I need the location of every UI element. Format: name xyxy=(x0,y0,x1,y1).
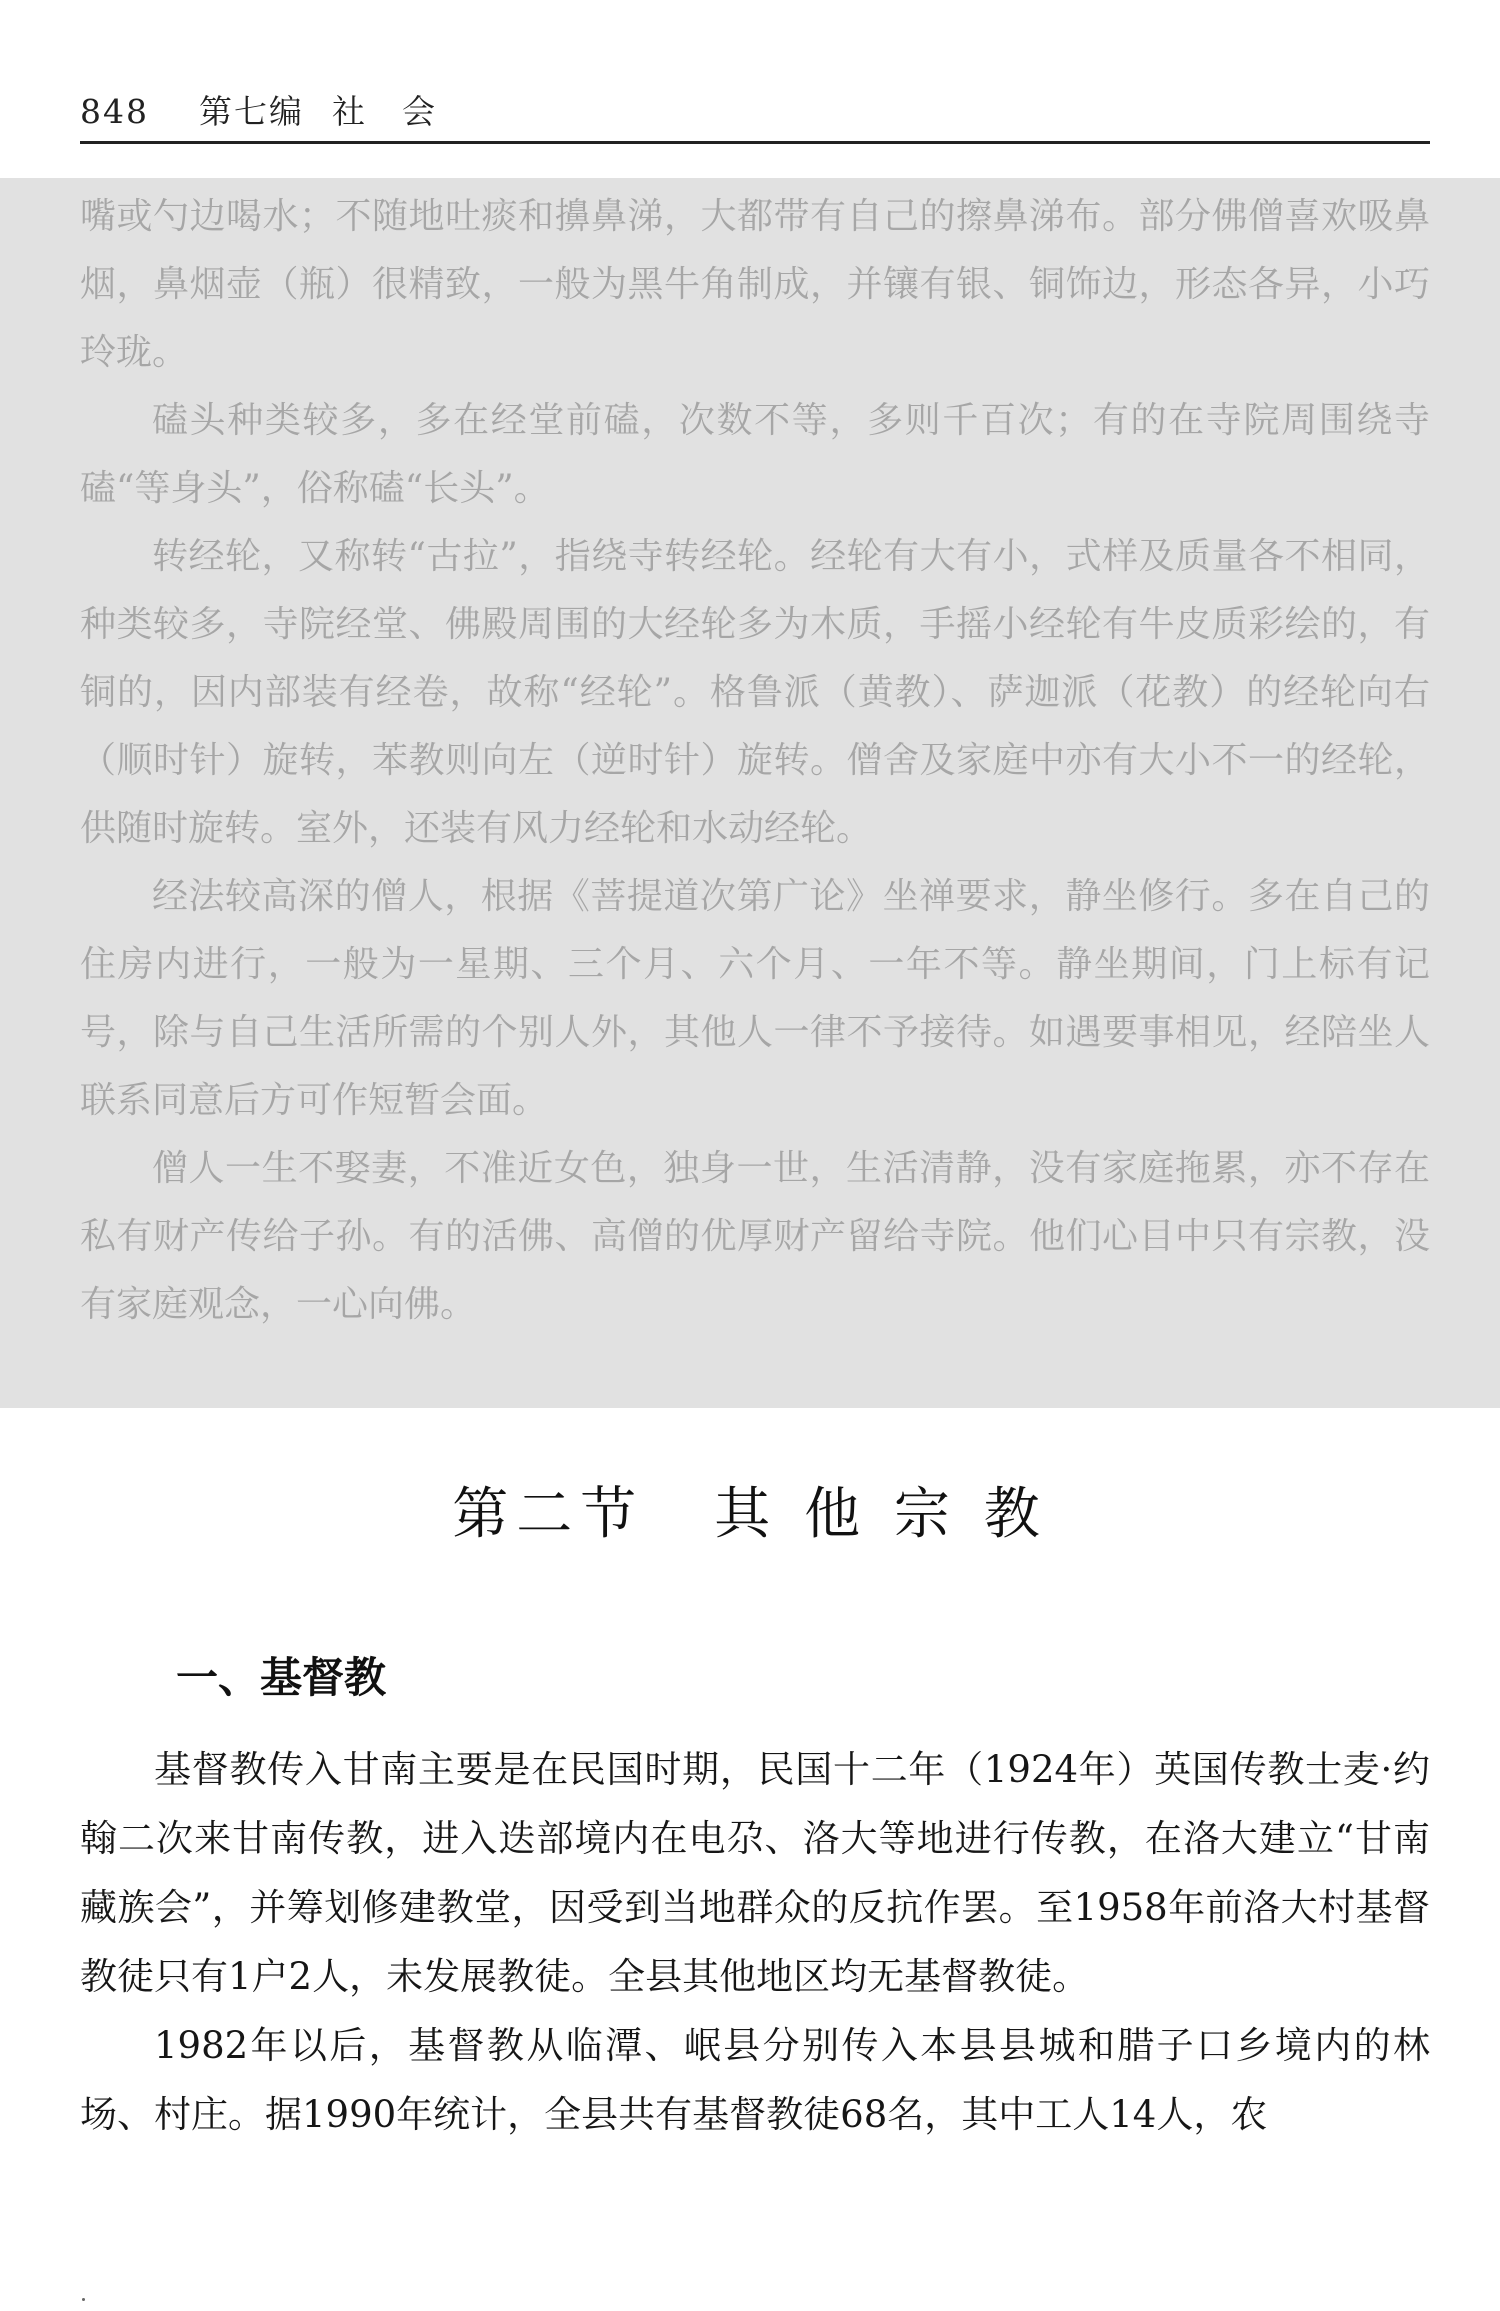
page-number: 848 xyxy=(80,92,149,131)
running-header xyxy=(80,86,437,133)
section-heading xyxy=(0,1470,1500,1550)
header-rule xyxy=(80,141,1430,144)
chapter-title: 社 会 xyxy=(332,92,437,131)
part-title: 第七编 xyxy=(199,92,304,131)
body-paragraph: 1982年以后，基督教从临潭、岷县分别传入本县县城和腊子口乡境内的林场、村庄。据1990年统计，全县共有基督教徒68名，其中工人14人，农 xyxy=(80,2024,1430,2136)
body-text-block xyxy=(80,1735,1430,2149)
faded-paragraph: 嘴或勺边喝水；不随地吐痰和擤鼻涕，大都带有自己的擦鼻涕布。部分佛僧喜欢吸鼻烟，鼻烟壶（瓶）很精致，一般为黑牛角制成，并镶有银、铜饰边，形态各异，小巧玲珑。 xyxy=(80,196,1430,373)
faded-paragraph: 僧人一生不娶妻，不准近女色，独身一世，生活清静，没有家庭拖累，亦不存在私有财产传给子孙。有的活佛、高僧的优厚财产留给寺院。他们心目中只有宗教，没有家庭观念，一心向佛。 xyxy=(80,1148,1430,1325)
section-number: 第二节 xyxy=(452,1482,645,1547)
scan-speck xyxy=(82,2298,85,2301)
faded-paragraph: 经法较高深的僧人，根据《菩提道次第广论》坐禅要求，静坐修行。多在自己的住房内进行，一般为一星期、三个月、六个月、一年不等。静坐期间，门上标有记号，除与自己生活所需的个别人外，其他人一律不予接待。如遇要事相见，经陪坐人联系同意后方可作短暂会面。 xyxy=(80,876,1430,1121)
faded-text-block xyxy=(80,183,1430,1339)
body-paragraph: 基督教传入甘南主要是在民国时期，民国十二年（1924年）英国传教士麦·约翰二次来甘南传教，进入迭部境内在电尕、洛大等地进行传教，在洛大建立“甘南藏族会”，并筹划修建教堂，因受到当地群众的反抗作罢。至1958年前洛大村基督教徒只有1户2人，未发展教徒。全县其他地区均无基督教徒。 xyxy=(80,1748,1430,1998)
section-title: 其 他 宗 教 xyxy=(714,1482,1048,1547)
faded-paragraph: 转经轮，又称转“古拉”，指绕寺转经轮。经轮有大有小，式样及质量各不相同，种类较多，寺院经堂、佛殿周围的大经轮多为木质，手摇小经轮有牛皮质彩绘的，有铜的，因内部装有经卷，故称“经轮”。格鲁派（黄教）、萨迦派（花教）的经轮向右（顺时针）旋转，苯教则向左（逆时针）旋转。僧舍及家庭中亦有大小不一的经轮，供随时旋转。室外，还装有风力经轮和水动经轮。 xyxy=(80,536,1430,849)
faded-paragraph: 磕头种类较多，多在经堂前磕，次数不等，多则千百次；有的在寺院周围绕寺磕“等身头”，俗称磕“长头”。 xyxy=(80,400,1430,509)
subsection-heading: 一、基督教 xyxy=(176,1653,387,1702)
